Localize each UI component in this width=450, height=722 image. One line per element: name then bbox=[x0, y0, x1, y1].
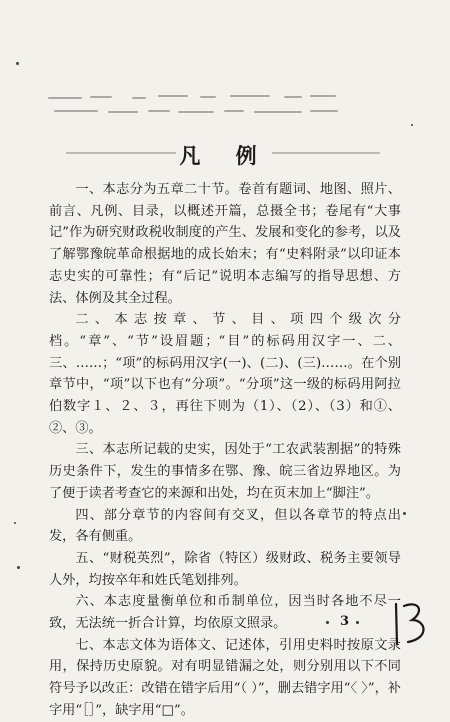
paragraph-7: 七、本志文体为语体文、记述体，引用史料时按原文录用，保持历史原貌。对有明显错漏之处，则分别用以下不同符号予以改正：改错在错字后用“（ ）”，删去错字用“〈 〉”，补字用“［］”，缺字用“□”。 bbox=[49, 637, 401, 718]
page-number: 3 bbox=[340, 614, 350, 629]
paper-speck bbox=[14, 522, 16, 524]
paragraph-6: 六、本志度量衡单位和币制单位，因当时各地不尽一致，无法统一折合计算，均依原文照录。 bbox=[49, 594, 401, 632]
paragraph-3: 三、本志所记载的史实，因处于“工农武装割据”的特殊历史条件下，发生的事情多在鄂、豫、皖三省边界地区。为了便于读者考查它的来源和出处，均在页末加上“脚注”。 bbox=[49, 442, 401, 501]
faded-header-text bbox=[48, 93, 348, 123]
paragraph-2: 二、本志按章、节、目、项四个级次分档。“章”、“节”设眉题；“目”的标码用汉字一、二、三、……；“项”的标码用汉字(一)、(二)、(三)……。在个别章节中，“项”以下也有“分项”。“分项”这一级的标码用阿拉伯数字１、２、３，再往下则为（1）、（2）、（3）和①、②、③。 bbox=[49, 312, 401, 436]
section-title: 凡 例 bbox=[179, 143, 271, 168]
body-text bbox=[49, 179, 401, 722]
paragraph-1: 一、本志分为五章二十节。卷首有题词、地图、照片、前言、凡例、目录，以概述开篇，总摄全书；卷尾有“大事记”作为研究财政税收制度的产生、发展和变化的参考，以及了解鄂豫皖革命根据地的成长始末；有“史料附录”以印证本志史实的可靠性；有“后记”说明本志编写的指导思想、方法、体例及其全过程。 bbox=[49, 182, 401, 306]
paper-speck bbox=[16, 62, 19, 65]
paper-speck bbox=[411, 124, 413, 126]
paper-speck bbox=[17, 566, 20, 569]
paper-speck bbox=[403, 512, 406, 515]
page-number-dot-left bbox=[326, 621, 329, 624]
paragraph-5: 五、“财税英烈”，除省（特区）级财政、税务主要领导人外，均按卒年和姓氏笔划排列。 bbox=[49, 550, 401, 588]
page-number-dot-right bbox=[356, 621, 359, 624]
handwritten-page-annotation bbox=[390, 598, 434, 648]
paragraph-4: 四、部分章节的内容间有交叉，但以各章节的特点出发，各有侧重。 bbox=[49, 507, 401, 545]
